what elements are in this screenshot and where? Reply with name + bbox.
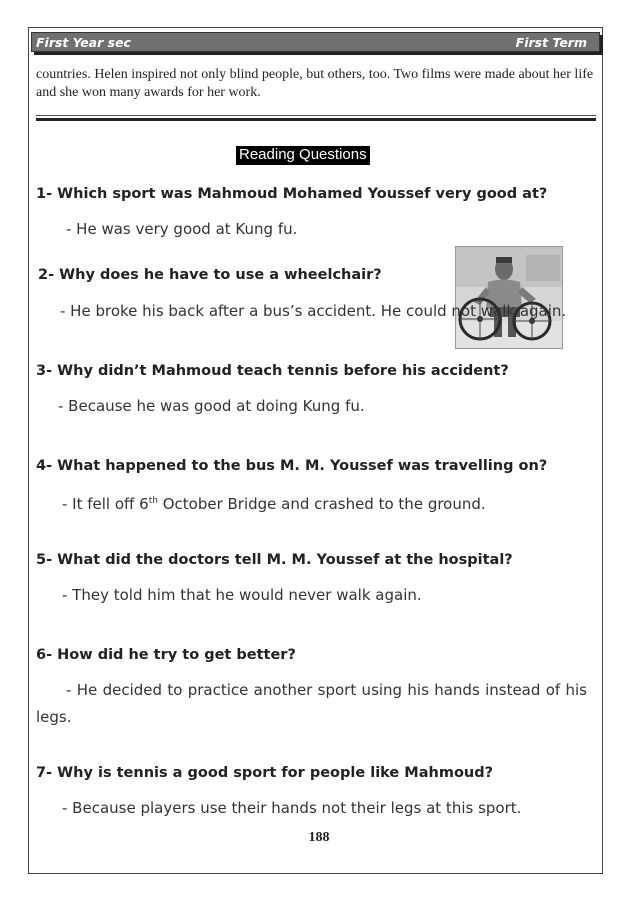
section-title: Reading Questions [236, 146, 370, 165]
divider-thick [36, 118, 596, 121]
question-5: 5- What did the doctors tell M. M. Youssef at the hospital? [36, 552, 513, 568]
header-term: First Term [515, 35, 587, 50]
question-7: 7- Why is tennis a good sport for people like Mahmoud? [36, 765, 494, 781]
page-number: 188 [308, 830, 330, 845]
answer-2: - He broke his back after a bus’s accident. He could not walk again. [60, 302, 567, 320]
answer-7: - Because players use their hands not their legs at this sport. [62, 799, 522, 817]
answer-4-pre: - It fell off 6 [62, 495, 149, 513]
question-3: 3- Why didn’t Mahmoud teach tennis before his accident? [36, 363, 509, 379]
divider-thin [36, 115, 596, 116]
answer-4 [62, 491, 486, 514]
answer-5: - They told him that he would never walk again. [62, 586, 422, 604]
intro-paragraph: countries. Helen inspired not only blind people, but others, too. Two films were made about her life and she won many awards for her work. [36, 67, 594, 100]
question-2: 2- Why does he have to use a wheelchair? [38, 267, 382, 283]
answer-1: - He was very good at Kung fu. [66, 220, 298, 238]
man-in-wheelchair-photo [455, 246, 563, 349]
question-6: 6- How did he try to get better? [36, 647, 296, 663]
header-year: First Year sec [36, 35, 131, 50]
question-1: 1- Which sport was Mahmoud Mohamed Youssef very good at? [36, 186, 548, 202]
answer-4-post: October Bridge and crashed to the ground. [157, 495, 486, 513]
header-bar [31, 32, 600, 52]
question-4: 4- What happened to the bus M. M. Youssef was travelling on? [36, 458, 548, 474]
answer-6: - He decided to practice another sport using his hands instead of his legs. [36, 681, 587, 726]
answer-4-sup: th [148, 496, 158, 506]
answer-3: - Because he was good at doing Kung fu. [58, 397, 365, 415]
